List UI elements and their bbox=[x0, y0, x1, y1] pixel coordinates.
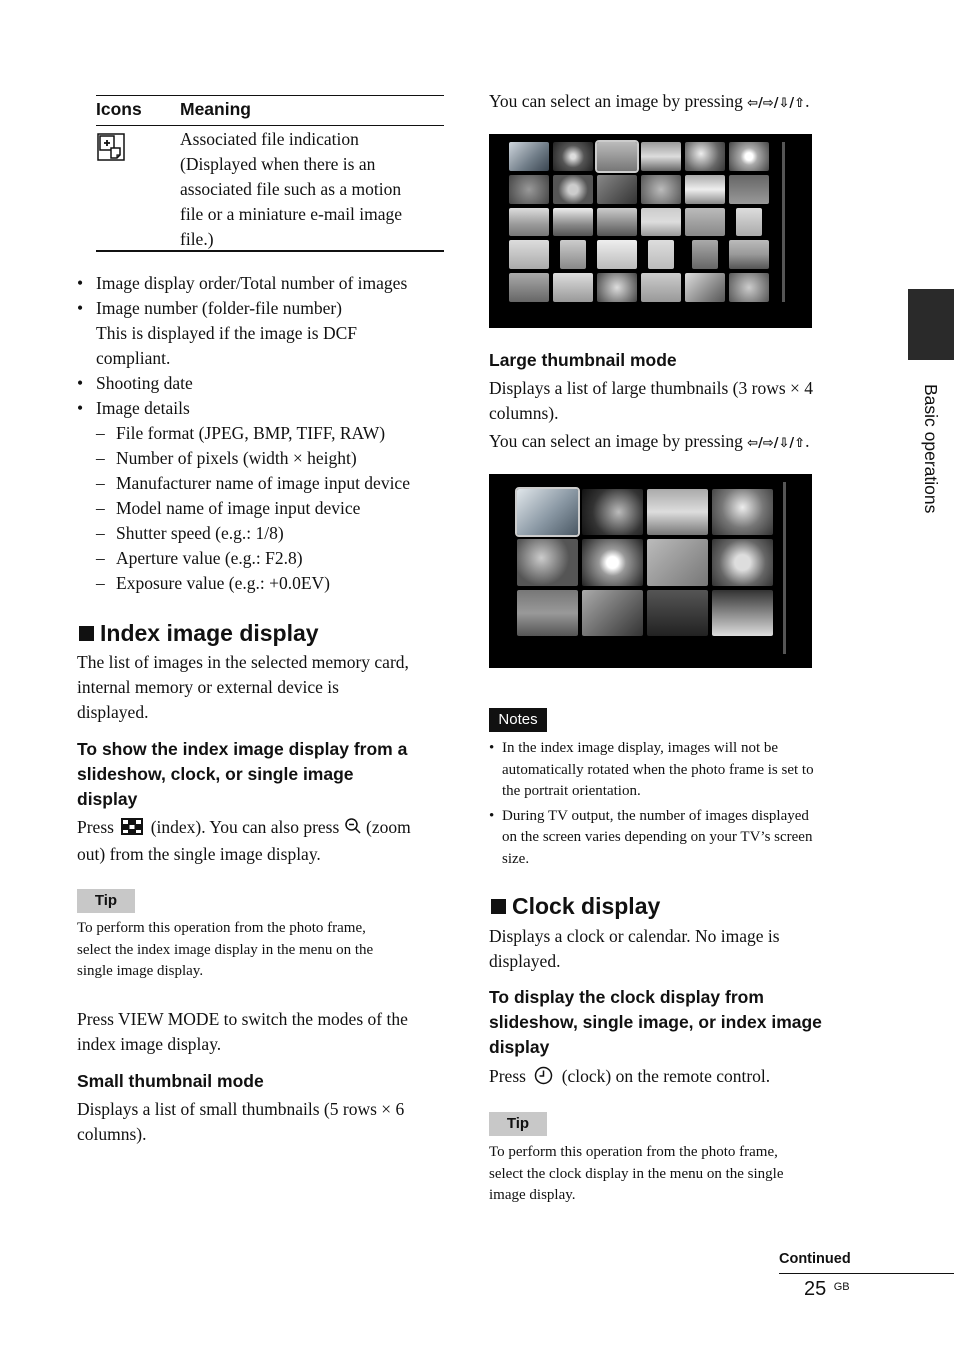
large-thumbnail-grid bbox=[517, 489, 773, 636]
index-press-text: Press (index). You can also press (zoom out) from the single image display. bbox=[77, 817, 411, 864]
large-thumbnail-screenshot bbox=[489, 474, 812, 668]
large-thumbnail-heading: Large thumbnail mode bbox=[489, 350, 677, 370]
icons-table bbox=[96, 95, 444, 252]
thumbnail bbox=[712, 539, 773, 585]
associated-file-icon bbox=[97, 133, 125, 166]
view-mode-text: Press VIEW MODE to switch the modes of the index image display. bbox=[77, 1009, 408, 1054]
thumbnail bbox=[648, 240, 674, 269]
list-item: • Image display order/Total number of images bbox=[77, 271, 457, 296]
small-thumbnail-heading: Small thumbnail mode bbox=[77, 1071, 264, 1091]
thumbnail bbox=[553, 142, 593, 171]
list-item: – Aperture value (e.g.: F2.8) bbox=[77, 546, 457, 571]
thumbnail bbox=[597, 273, 637, 302]
thumbnail bbox=[560, 240, 586, 269]
thumbnail bbox=[685, 273, 725, 302]
table-header-icons: Icons bbox=[96, 99, 142, 119]
square-bullet-icon bbox=[491, 899, 506, 914]
tip-badge: Tip bbox=[489, 1112, 547, 1136]
thumbnail bbox=[597, 142, 637, 171]
thumbnail bbox=[597, 208, 637, 237]
tip-badge: Tip bbox=[77, 889, 135, 913]
continued-label: Continued bbox=[779, 1251, 851, 1267]
table-meaning-cell: Associated file indication (Displayed when there is an associated file such as a motion file or a miniature e-mail image file.) bbox=[180, 129, 403, 249]
thumbnail bbox=[641, 273, 681, 302]
thumbnail bbox=[685, 142, 725, 171]
clock-tip-text: To perform this operation from the photo frame, select the clock display in the menu on the single image display. bbox=[489, 1144, 784, 1203]
list-item: • During TV output, the number of images displayed on the screen varies depending on your TV’s screen size. bbox=[489, 807, 813, 867]
list-item: • Image details bbox=[77, 396, 457, 421]
list-item: • Image number (folder-file number) This is displayed if the image is DCF compliant. bbox=[77, 296, 457, 371]
clock-sub-heading: To display the clock display from slideshow, single image, or index image display bbox=[489, 987, 822, 1057]
thumbnail bbox=[509, 175, 549, 204]
thumbnail bbox=[597, 240, 637, 269]
thumbnail bbox=[729, 240, 769, 269]
list-item: • Shooting date bbox=[77, 371, 457, 396]
thumbnail bbox=[517, 539, 578, 585]
thumbnail bbox=[582, 539, 643, 585]
list-item: – Model name of image input device bbox=[77, 496, 457, 521]
thumbnail bbox=[647, 590, 708, 636]
thumbnail bbox=[647, 539, 708, 585]
thumbnail bbox=[729, 273, 769, 302]
thumbnail bbox=[597, 175, 637, 204]
clock-section-heading: Clock display bbox=[491, 892, 660, 920]
notes-list bbox=[489, 738, 869, 870]
list-item: – File format (JPEG, BMP, TIFF, RAW) bbox=[77, 421, 457, 446]
section-tab-marker bbox=[908, 289, 954, 360]
list-item: – Manufacturer name of image input device bbox=[77, 471, 457, 496]
scrollbar[interactable] bbox=[782, 142, 785, 302]
info-list bbox=[77, 271, 457, 596]
thumbnail bbox=[712, 590, 773, 636]
footer-rule bbox=[779, 1273, 954, 1274]
thumbnail bbox=[509, 240, 549, 269]
thumbnail bbox=[692, 240, 718, 269]
large-thumbnail-body: Displays a list of large thumbnails (3 rows × 4 columns). bbox=[489, 378, 814, 423]
arrow-keys-icon: ⇦/⇨/⇩/⇧ bbox=[747, 96, 806, 111]
thumbnail bbox=[553, 175, 593, 204]
thumbnail bbox=[729, 142, 769, 171]
index-tip-text: To perform this operation from the photo frame, select the index image display in the menu on the single image display. bbox=[77, 920, 374, 979]
small-thumbnail-body: Displays a list of small thumbnails (5 rows × 6 columns). bbox=[77, 1099, 405, 1144]
select-instruction-2: You can select an image by pressing ⇦/⇨/⇩/⇧. bbox=[489, 431, 810, 451]
thumbnail bbox=[712, 489, 773, 535]
list-item: – Exposure value (e.g.: +0.0EV) bbox=[77, 571, 457, 596]
thumbnail bbox=[647, 489, 708, 535]
small-thumbnail-grid bbox=[509, 142, 769, 302]
thumbnail bbox=[582, 590, 643, 636]
section-tab-label: Basic operations bbox=[921, 384, 941, 514]
thumbnail bbox=[509, 208, 549, 237]
thumbnail bbox=[685, 175, 725, 204]
thumbnail bbox=[641, 208, 681, 237]
thumbnail bbox=[641, 175, 681, 204]
list-item: • In the index image display, images will not be automatically rotated when the photo frame is set to the portrait orientation. bbox=[489, 740, 814, 799]
thumbnail bbox=[553, 208, 593, 237]
zoom-out-icon bbox=[344, 817, 362, 842]
list-item: – Shutter speed (e.g.: 1/8) bbox=[77, 521, 457, 546]
small-thumbnail-screenshot bbox=[489, 134, 812, 328]
index-button-icon bbox=[121, 817, 143, 842]
scrollbar[interactable] bbox=[783, 482, 786, 654]
arrow-keys-icon: ⇦/⇨/⇩/⇧ bbox=[747, 436, 806, 451]
page-number: 25 $^{GB}$ bbox=[804, 1278, 850, 1300]
square-bullet-icon bbox=[79, 626, 94, 641]
index-section-body: The list of images in the selected memory card, internal memory or external device is displayed. bbox=[77, 652, 409, 722]
thumbnail bbox=[517, 489, 578, 535]
clock-press-text: Press (clock) on the remote control. bbox=[489, 1064, 869, 1092]
thumbnail bbox=[641, 142, 681, 171]
list-item: – Number of pixels (width × height) bbox=[77, 446, 457, 471]
thumbnail bbox=[517, 590, 578, 636]
thumbnail bbox=[582, 489, 643, 535]
notes-badge: Notes bbox=[489, 708, 547, 732]
index-sub-heading: To show the index image display from a slideshow, clock, or single image display bbox=[77, 739, 408, 809]
thumbnail bbox=[509, 273, 549, 302]
thumbnail bbox=[509, 142, 549, 171]
clock-section-body: Displays a clock or calendar. No image is displayed. bbox=[489, 926, 780, 971]
index-section-heading: Index image display bbox=[79, 619, 319, 647]
clock-icon bbox=[534, 1066, 553, 1092]
table-header-meaning: Meaning bbox=[180, 99, 251, 119]
thumbnail bbox=[553, 273, 593, 302]
thumbnail bbox=[736, 208, 762, 237]
thumbnail bbox=[685, 208, 725, 237]
thumbnail bbox=[729, 175, 769, 204]
select-instruction-1: You can select an image by pressing ⇦/⇨/⇩/⇧. bbox=[489, 91, 810, 111]
